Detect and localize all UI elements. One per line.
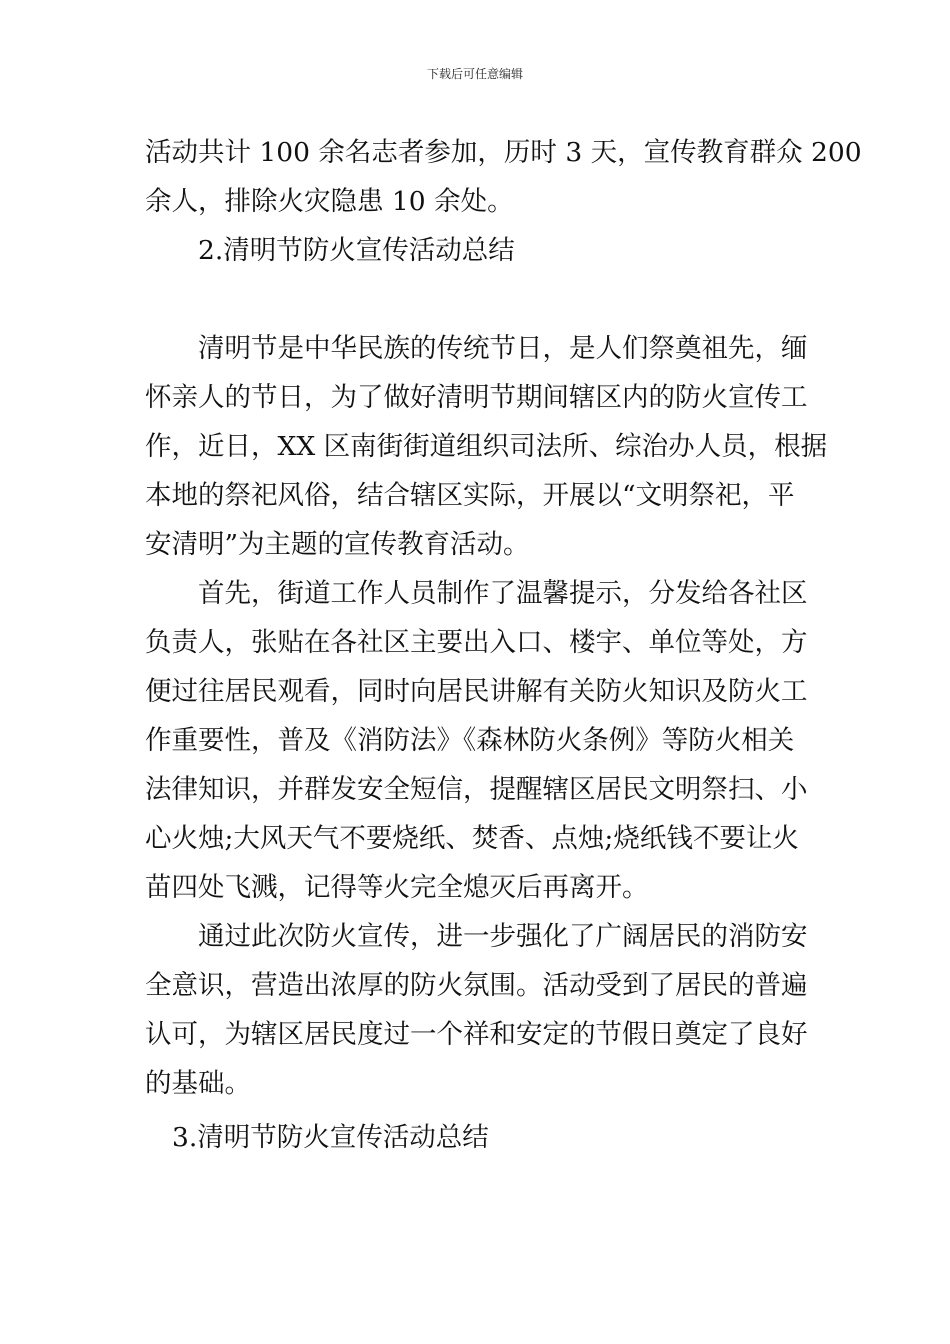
section-heading-3 xyxy=(172,1113,809,1162)
paragraph-line: 法律知识，并群发安全短信，提醒辖区居民文明祭扫、小 xyxy=(145,774,808,805)
paragraph-line: 首先，街道工作人员制作了温馨提示，分发给各社区 xyxy=(198,578,808,609)
paragraph-line: 全意识，营造出浓厚的防火氛围。活动受到了居民的普遍 xyxy=(145,970,808,1001)
paragraph-line: 清明节是中华民族的传统节日，是人们祭奠祖先，缅 xyxy=(198,333,808,364)
paragraph-line: 通过此次防火宣传，进一步强化了广阔居民的消防安 xyxy=(198,921,808,952)
paragraph-1 xyxy=(145,324,828,569)
paragraph-line: 本地的祭祀风俗，结合辖区实际，开展以“文明祭祀，平 xyxy=(145,480,795,511)
paragraph-line: 负责人，张贴在各社区主要出入口、楼宇、单位等处，方 xyxy=(145,627,808,658)
section-heading-3-text: 3.清明节防火宣传活动总结 xyxy=(172,1122,489,1153)
paragraph-line: 怀亲人的节日，为了做好清明节期间辖区内的防火宣传工 xyxy=(145,382,808,413)
section-spacer xyxy=(145,275,809,324)
paragraph-line: 作，近日，XX 区南街街道组织司法所、综治办人员，根据 xyxy=(145,431,828,462)
page-header: 下载后可任意编辑 xyxy=(426,67,523,81)
intro-line: 余人，排除火灾隐患 10 余处。 xyxy=(145,186,514,217)
paragraph-3 xyxy=(145,912,809,1108)
paragraph-line: 苗四处飞溅，记得等火完全熄灭后再离开。 xyxy=(145,872,649,903)
paragraph-line: 的基础。 xyxy=(145,1068,251,1099)
paragraph-line: 作重要性，普及《消防法》《森林防火条例》等防火相关 xyxy=(145,725,795,756)
paragraph-line: 心火烛;大风天气不要烧纸、焚香、点烛;烧纸钱不要让火 xyxy=(145,823,799,854)
document-body xyxy=(145,128,862,1162)
paragraph-line: 安清明”为主题的宣传教育活动。 xyxy=(145,529,530,560)
paragraph-2 xyxy=(145,569,809,912)
section-heading-2-text: 2.清明节防火宣传活动总结 xyxy=(198,235,515,266)
intro-paragraph xyxy=(145,128,862,226)
section-heading-2 xyxy=(198,226,809,275)
paragraph-line: 便过往居民观看，同时向居民讲解有关防火知识及防火工 xyxy=(145,676,808,707)
paragraph-line: 认可，为辖区居民度过一个祥和安定的节假日奠定了良好 xyxy=(145,1019,808,1050)
intro-line: 活动共计 100 余名志者参加，历时 3 天，宣传教育群众 200 xyxy=(145,137,862,168)
